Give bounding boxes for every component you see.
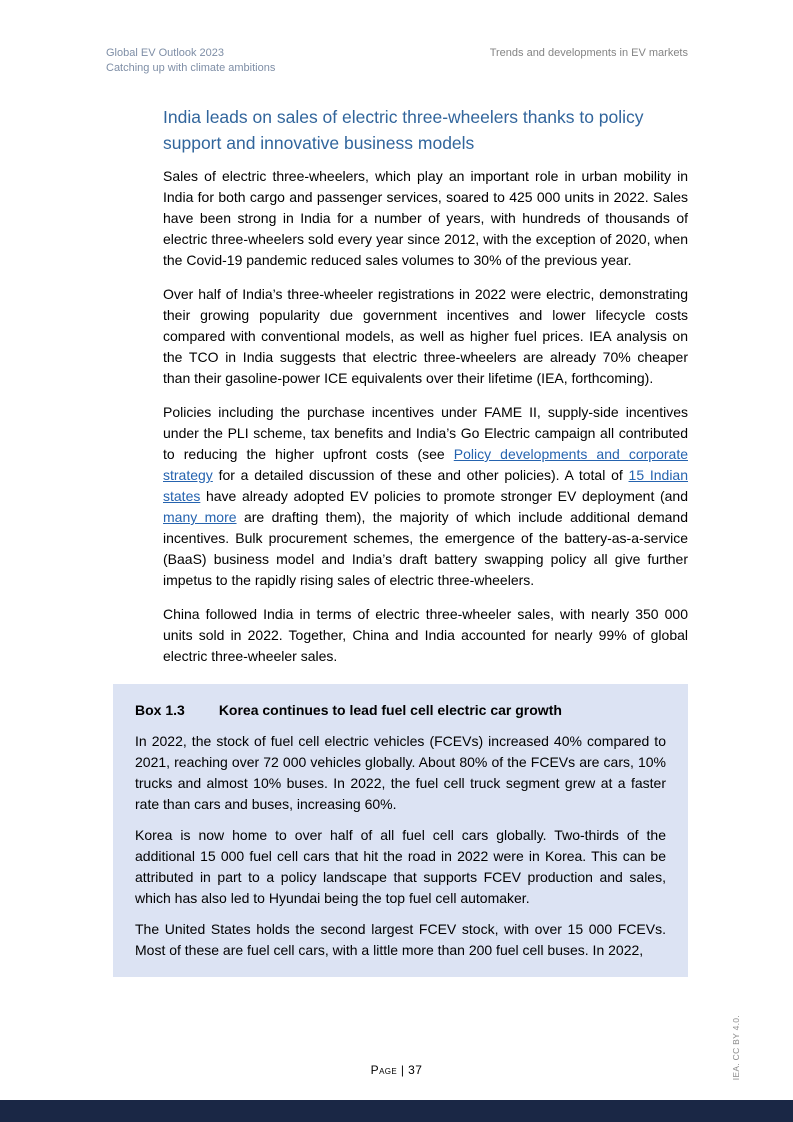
report-title	[106, 46, 275, 76]
paragraph-policies	[163, 402, 688, 591]
box-paragraph-fcev-stock: In 2022, the stock of fuel cell electric vehicles (FCEVs) increased 40% compared to 2021, reaching over 72 000 vehicles globally. About 80% of the FCEVs are cars, 10% trucks and almost 10% buses. In 2022, the fuel cell truck segment grew at a faster rate than cars and buses, increasing 60%.	[135, 733, 666, 812]
paragraph-policies-text-3: have already adopted EV policies to promote stronger EV deployment (and	[200, 488, 688, 504]
paragraph-sales: Sales of electric three-wheelers, which play an important role in urban mobility in India for both cargo and passenger services, soared to 425 000 units in 2022. Sales have been strong in India for a number of years, with hundreds of thousands of electric three-wheelers sold every year since 2012, with the exception of 2020, when the Covid-19 pandemic reduced sales volumes to 30% of the previous year.	[163, 168, 688, 268]
box-title: Korea continues to lead fuel cell electric car growth	[218, 702, 562, 718]
bottom-bar	[0, 1100, 793, 1122]
box-paragraph-united-states: The United States holds the second largest FCEV stock, with over 15 000 FCEVs. Most of these are fuel cell cars, with a little more than 200 fuel cell buses. In 2022,	[135, 921, 666, 958]
paragraph-policies-text-1: Policies including the purchase incentives under FAME II, supply-side incentives under the PLI scheme, tax benefits and India’s Go Electric campaign all contributed to reducing the higher upfront costs (see	[163, 404, 688, 462]
section-heading: India leads on sales of electric three-wheelers thanks to policy support and innovative business models	[163, 107, 644, 153]
page-number: Page | 37	[370, 1063, 423, 1077]
report-title-line2: Catching up with climate ambitions	[106, 62, 276, 74]
paragraph-registrations: Over half of India’s three-wheeler registrations in 2022 were electric, demonstrating their growing popularity due government incentives and lower lifecycle costs compared with conventional models, as well as higher fuel prices. IEA analysis on the TCO in India suggests that electric three-wheelers are already 70% cheaper than their gasoline-power ICE equivalents over their lifetime (IEA, forthcoming).	[163, 286, 688, 386]
paragraph-china: China followed India in terms of electric three-wheeler sales, with nearly 350 000 units sold in 2022. Together, China and India accounted for nearly 99% of global electric three-wheeler sales.	[163, 606, 688, 664]
license-note: IEA. CC BY 4.0.	[731, 1014, 741, 1080]
box-header	[135, 702, 666, 718]
running-section-title: Trends and developments in EV markets	[489, 47, 688, 59]
link-15-indian-states[interactable]: 15 Indian states	[163, 467, 689, 504]
report-title-line1: Global EV Outlook 2023	[106, 47, 225, 59]
info-box-1-3	[113, 684, 688, 977]
paragraph-policies-text-2: for a detailed discussion of these and other policies). A total of	[212, 467, 629, 483]
link-policy-developments[interactable]: Policy developments and corporate strategy	[163, 446, 688, 483]
box-paragraph-korea: Korea is now home to over half of all fuel cell cars globally. Two-thirds of the additional 15 000 fuel cell cars that hit the road in 2022 were in Korea. This can be attributed in part to a policy landscape that supports FCEV production and sales, which has also led to Hyundai being the top fuel cell automaker.	[135, 827, 666, 906]
paragraph-policies-text-4: are drafting them), the majority of which include additional demand incentives. Bulk procurement schemes, the emergence of the battery-as-a-service (BaaS) business model and India’s draft battery swapping policy all give further impetus to the rapidly rising sales of electric three-wheelers.	[163, 509, 688, 588]
page-header	[106, 46, 688, 76]
main-content	[135, 104, 689, 977]
link-many-more[interactable]: many more	[163, 509, 237, 525]
box-label: Box 1.3	[135, 702, 185, 718]
